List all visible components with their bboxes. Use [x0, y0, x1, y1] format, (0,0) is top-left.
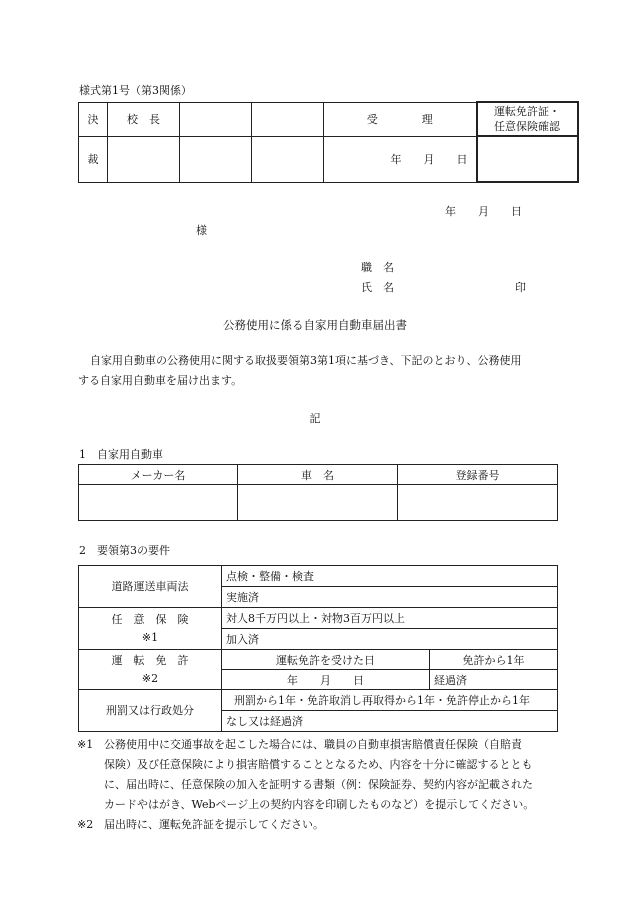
insurance-note-mark: ※1 — [141, 630, 159, 644]
section-1-heading: 1 自家用自動車 — [79, 448, 163, 461]
road-law-status: 実施済 — [222, 587, 558, 608]
license-date-value: 年 月 日 — [222, 670, 430, 690]
addressee-suffix: 様 — [196, 224, 207, 237]
car-table — [78, 464, 558, 521]
insurance-label-cell — [79, 608, 222, 650]
intro-line-2: する自家用自動車を届け出ます。 — [78, 374, 243, 387]
approval-box-3 — [252, 102, 324, 136]
requirements-table — [78, 565, 558, 732]
license-years-header: 免許から1年 — [430, 650, 558, 670]
license-label-cell — [79, 650, 222, 690]
note-1-line-1: 公務使用中に交通事故を起こした場合には、職員の自動車損害賠償責任保険（自賠責 — [104, 738, 522, 751]
insurance-item: 対人8千万円以上・対物3百万円以上 — [222, 608, 558, 629]
section-2-heading: 2 要領第3の要件 — [79, 544, 170, 557]
ki-mark: 記 — [309, 412, 321, 425]
submission-date: 年 月 日 — [445, 205, 522, 218]
car-name-header: 車 名 — [238, 465, 398, 485]
penalty-label: 刑罰又は行政処分 — [79, 690, 222, 732]
penalty-item: 刑罰から1年・免許取消し再取得から1年・免許停止から1年 — [222, 690, 558, 711]
note-2-text: 届出時に、運転免許証を提示してください。 — [104, 818, 324, 831]
note-1-line-3: に、届出時に、任意保険の加入を証明する書類（例：保険証券、契約内容が記載された — [104, 778, 533, 791]
maker-value — [79, 485, 238, 521]
note-1-body — [104, 735, 564, 815]
insurance-label: 任 意 保 険 — [111, 612, 189, 626]
insurance-status: 加入済 — [222, 629, 558, 650]
registration-header: 登録番号 — [398, 465, 558, 485]
road-law-label: 道路運送車両法 — [79, 566, 222, 608]
document-title: 公務使用に係る自家用自動車届出書 — [223, 318, 407, 332]
license-note-mark: ※2 — [141, 671, 159, 685]
approval-table — [78, 101, 579, 183]
license-check-box — [477, 136, 578, 182]
license-check-header — [477, 102, 578, 136]
registration-value — [398, 485, 558, 521]
name-label: 氏 名 — [361, 281, 394, 294]
approval-seal-box-3 — [252, 136, 324, 182]
car-name-value — [238, 485, 398, 521]
note-1-mark: ※1 — [77, 738, 94, 751]
license-check-line2: 任意保険確認 — [494, 120, 560, 133]
approval-box-2 — [180, 102, 252, 136]
kessai-label-1: 決 — [79, 102, 108, 136]
intro-line-1: 自家用自動車の公務使用に関する取扱要領第3第1項に基づき、下記のとおり、公務使用 — [90, 354, 522, 367]
license-check-line1: 運転免許証・ — [494, 105, 560, 118]
license-years-status: 経過済 — [430, 670, 558, 690]
kessai-label-2: 裁 — [79, 136, 108, 182]
license-date-header: 運転免許を受けた日 — [222, 650, 430, 670]
position-label: 職 名 — [361, 261, 394, 274]
approval-seal-box-2 — [180, 136, 252, 182]
receipt-date: 年 月 日 — [324, 136, 477, 182]
penalty-status: なし又は経過済 — [222, 711, 558, 732]
license-label: 運 転 免 許 — [111, 653, 189, 667]
form-number: 様式第1号（第3関係） — [79, 84, 192, 97]
principal-seal-box — [108, 136, 180, 182]
road-law-item: 点検・整備・検査 — [222, 566, 558, 587]
principal-label: 校 長 — [108, 102, 180, 136]
seal-mark: 印 — [515, 281, 526, 294]
receipt-label: 受 理 — [324, 102, 477, 136]
maker-header: メーカー名 — [79, 465, 238, 485]
note-1-line-4: カードやはがき、Webページ上の契約内容を印刷したものなど）を提示してください。 — [104, 798, 535, 811]
note-1-line-2: 保険）及び任意保険により損害賠償することとなるため、内容を十分に確認するととも — [104, 758, 533, 771]
note-2-mark: ※2 — [77, 818, 94, 831]
